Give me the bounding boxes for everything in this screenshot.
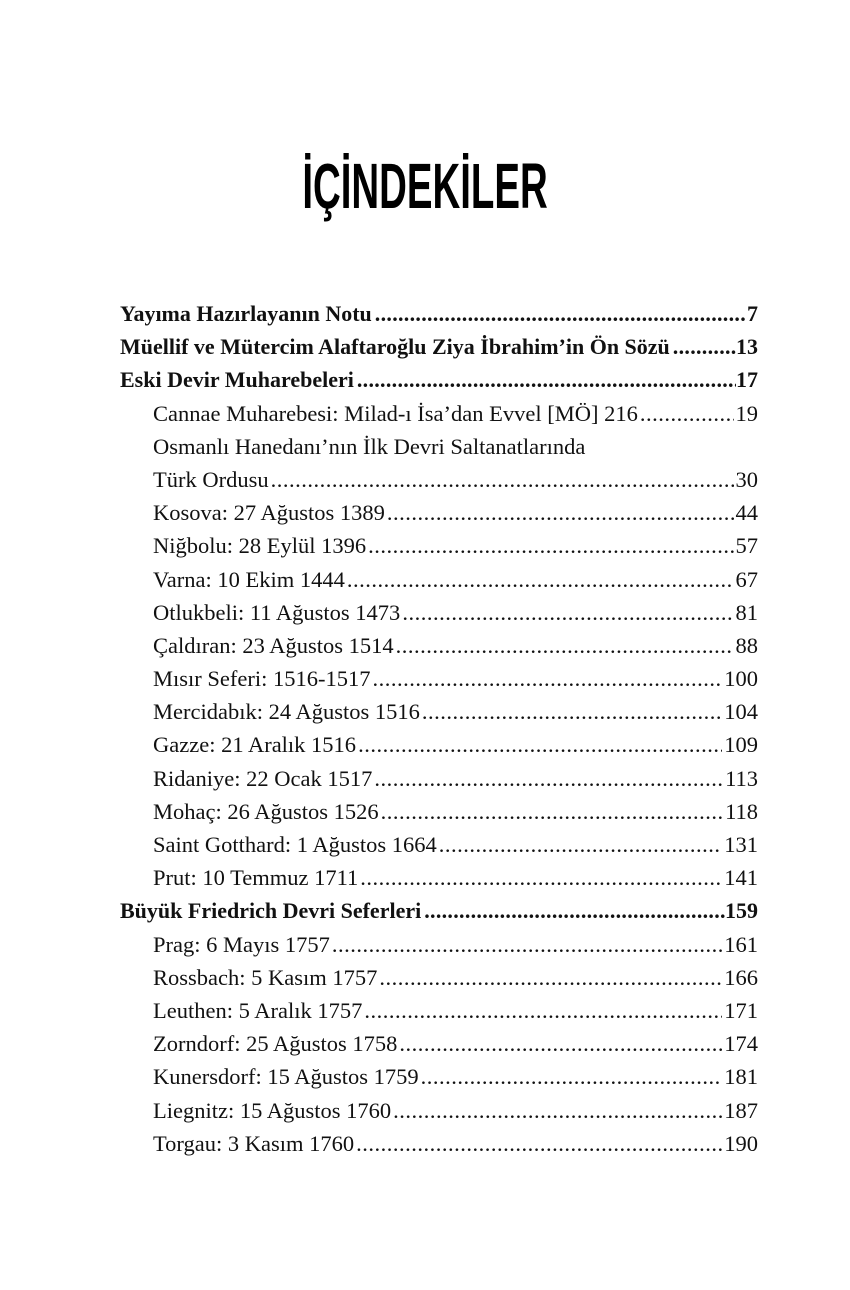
toc-entry-title: Zorndorf: 25 Ağustos 1758 — [153, 1031, 398, 1057]
toc-entry-title: Kosova: 27 Ağustos 1389 — [153, 500, 385, 526]
toc-subentry[interactable] — [120, 928, 758, 961]
toc-subentry[interactable] — [120, 629, 758, 662]
dot-leader — [640, 397, 734, 430]
toc-entry-title: Rossbach: 5 Kasım 1757 — [153, 964, 378, 990]
toc-page-number: 159 — [725, 898, 758, 924]
toc-entry-title: Varna: 10 Ekim 1444 — [153, 566, 345, 592]
toc-page-number: 17 — [736, 367, 758, 393]
dot-leader — [387, 496, 734, 529]
table-of-contents — [120, 297, 758, 1160]
toc-subentry[interactable] — [120, 397, 758, 430]
toc-subentry[interactable] — [120, 994, 758, 1027]
toc-entry-title: Yayıma Hazırlayanın Notu — [120, 301, 372, 326]
toc-page-number: 131 — [724, 832, 758, 857]
dot-leader — [379, 961, 722, 994]
dot-leader — [402, 596, 733, 629]
toc-subentry[interactable] — [120, 529, 758, 562]
dot-leader — [347, 563, 734, 596]
toc-entry-title: Ridaniye: 22 Ocak 1517 — [153, 765, 373, 791]
toc-subentry[interactable] — [120, 1094, 758, 1127]
dot-leader — [358, 728, 722, 761]
dot-leader — [356, 1127, 722, 1160]
toc-entry-title: Prag: 6 Mayıs 1757 — [153, 931, 330, 957]
toc-page-number: 174 — [724, 1031, 758, 1057]
toc-subentry[interactable] — [120, 1027, 758, 1060]
toc-subentry[interactable] — [120, 762, 758, 795]
toc-page-number: 161 — [724, 931, 758, 957]
toc-page-number: 57 — [735, 533, 758, 559]
dot-leader — [439, 828, 722, 861]
toc-entry-title: Torgau: 3 Kasım 1760 — [153, 1130, 355, 1156]
dot-leader — [357, 363, 736, 396]
dot-leader — [381, 795, 723, 828]
toc-section-entry[interactable] — [120, 894, 758, 927]
toc-subentry[interactable] — [120, 861, 758, 894]
dot-leader — [399, 1027, 722, 1060]
dot-leader — [372, 662, 722, 695]
toc-subentry[interactable] — [120, 695, 758, 728]
dot-leader — [424, 894, 725, 927]
toc-page-number: 7 — [747, 301, 758, 326]
toc-page-number: 181 — [724, 1064, 758, 1090]
dot-leader — [393, 1094, 722, 1127]
toc-page-number: 88 — [735, 632, 758, 658]
dot-leader — [673, 330, 736, 363]
toc-page-number: 104 — [724, 699, 758, 725]
toc-entry-title: Türk Ordusu — [153, 466, 269, 492]
toc-page-number: 100 — [724, 666, 758, 692]
toc-entry-title: Müellif ve Mütercim Alaftaroğlu Ziya İbrahim’in Ön Sözü — [120, 334, 670, 360]
dot-leader — [360, 861, 722, 894]
toc-subentry[interactable] — [120, 430, 758, 463]
toc-entry-title: Büyük Friedrich Devri Seferleri — [120, 898, 422, 924]
toc-page-number: 44 — [735, 500, 758, 526]
toc-entry-title: Mohaç: 26 Ağustos 1526 — [153, 798, 379, 824]
toc-subentry[interactable] — [120, 728, 758, 761]
toc-page-number: 190 — [724, 1130, 758, 1156]
toc-entry-title: Niğbolu: 28 Eylül 1396 — [153, 533, 367, 559]
dot-leader — [375, 297, 747, 330]
toc-entry-title: Gazze: 21 Aralık 1516 — [153, 732, 357, 758]
toc-page-number: 81 — [735, 599, 758, 625]
toc-subentry[interactable] — [120, 496, 758, 529]
dot-leader — [271, 463, 734, 496]
toc-page-number: 171 — [724, 997, 758, 1023]
toc-page-number: 109 — [724, 732, 758, 758]
dot-leader — [422, 695, 722, 728]
toc-entry-title: Eski Devir Muharebeleri — [120, 367, 354, 393]
toc-subentry[interactable] — [120, 1127, 758, 1160]
dot-leader — [421, 1060, 723, 1093]
toc-section-entry[interactable] — [120, 297, 758, 330]
toc-page-number: 118 — [725, 798, 758, 824]
toc-subentry[interactable] — [120, 961, 758, 994]
dot-leader — [374, 762, 723, 795]
toc-entry-title: Çaldıran: 23 Ağustos 1514 — [153, 632, 394, 658]
toc-subentry[interactable] — [120, 563, 758, 596]
dot-leader — [364, 994, 722, 1027]
toc-subentry[interactable] — [120, 1060, 758, 1093]
toc-entry-title: Cannae Muharebesi: Milad-ı İsa’dan Evvel [MÖ] 216 — [153, 400, 638, 426]
toc-page-number: 187 — [724, 1097, 758, 1123]
toc-page-number: 13 — [736, 334, 758, 360]
toc-page-number: 67 — [735, 566, 758, 592]
toc-subentry[interactable] — [120, 662, 758, 695]
toc-entry-title: Otlukbeli: 11 Ağustos 1473 — [153, 599, 401, 625]
page-title: İÇİNDEKİLER — [302, 149, 548, 222]
toc-entry-title: Mercidabık: 24 Ağustos 1516 — [153, 699, 420, 725]
dot-leader — [332, 928, 722, 961]
dot-leader — [396, 629, 734, 662]
toc-entry-title: Prut: 10 Temmuz 1711 — [153, 865, 359, 891]
toc-page-number: 166 — [724, 964, 758, 990]
toc-page-number: 141 — [724, 865, 758, 891]
toc-entry-title: Osmanlı Hanedanı’nın İlk Devri Saltanatlarında — [153, 433, 586, 459]
toc-entry-title: Leuthen: 5 Aralık 1757 — [153, 997, 363, 1023]
dot-leader — [368, 529, 733, 562]
toc-subentry[interactable] — [120, 463, 758, 496]
toc-subentry[interactable] — [120, 795, 758, 828]
toc-section-entry[interactable] — [120, 330, 758, 363]
toc-section-entry[interactable] — [120, 363, 758, 396]
toc-subentry[interactable] — [120, 828, 758, 861]
toc-subentry[interactable] — [120, 596, 758, 629]
toc-entry-title: Saint Gotthard: 1 Ağustos 1664 — [153, 832, 437, 857]
toc-page-number: 113 — [725, 765, 758, 791]
toc-page-number: 30 — [735, 466, 758, 492]
toc-page-number: 19 — [735, 400, 758, 426]
toc-entry-title: Liegnitz: 15 Ağustos 1760 — [153, 1097, 392, 1123]
toc-entry-title: Mısır Seferi: 1516-1517 — [153, 666, 371, 692]
toc-entry-title: Kunersdorf: 15 Ağustos 1759 — [153, 1064, 419, 1090]
